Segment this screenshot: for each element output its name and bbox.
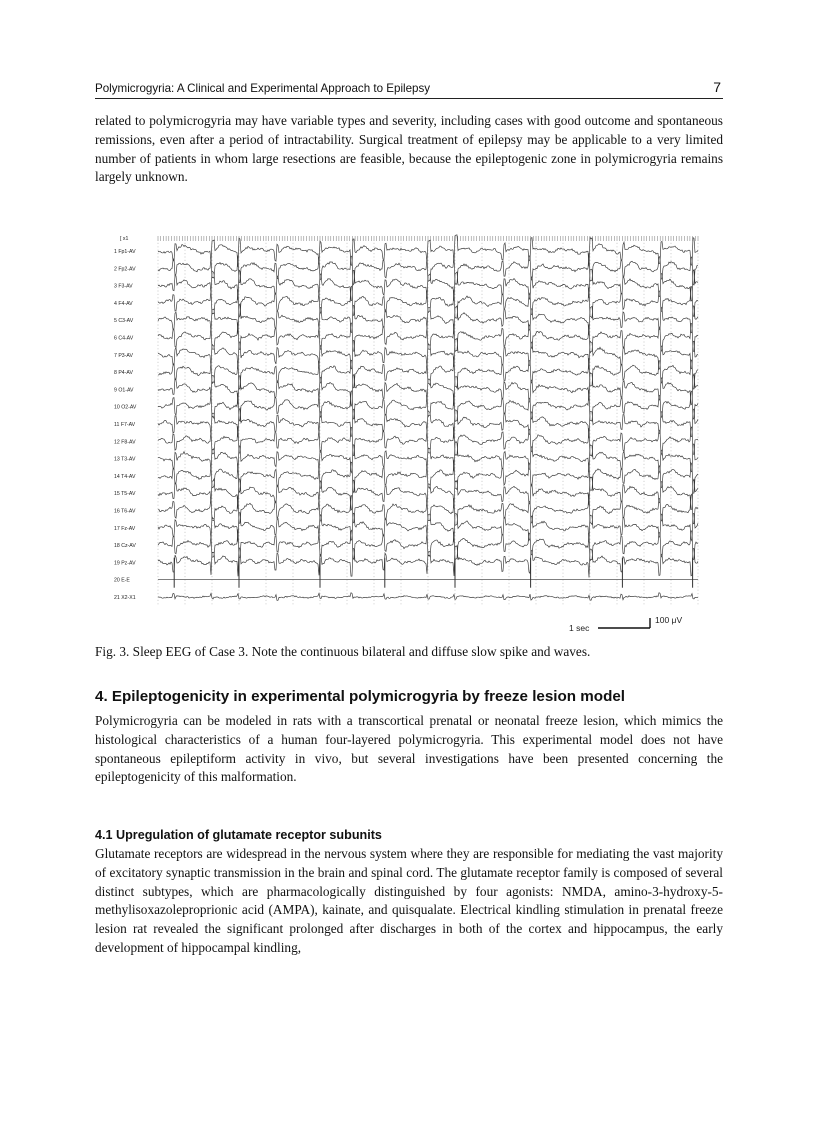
eeg-trace <box>158 304 698 336</box>
channel-label: 16 T6-AV <box>114 508 136 515</box>
channel-label: 11 F7-AV <box>114 422 136 428</box>
channel-label: 13 T3-AV <box>114 456 136 463</box>
channel-label: 10 O2-AV <box>114 404 137 411</box>
channel-label: 7 P3-AV <box>114 352 133 359</box>
gain-label: [ x1 <box>120 236 129 242</box>
channel-label: 6 C4-AV <box>114 335 134 342</box>
paragraph-freeze-lesion: Polymicrogyria can be modeled in rats with a transcortical prenatal or neonatal freeze lesion, which mimics the histological characteristics of a human four-layered polymicrogyria. This experimental model does not have spontaneous epileptiform activity in vivo, but several investigations have been presented concerning the epileptogenicity of this malformation. <box>95 713 723 785</box>
running-title: Polymicrogyria: A Clinical and Experimental Approach to Epilepsy <box>95 82 431 95</box>
figure-caption: Fig. 3. Sleep EEG of Case 3. Note the continuous bilateral and diffuse slow spike and waves. <box>95 644 591 659</box>
channel-label: 8 P4-AV <box>114 370 133 377</box>
channel-label: 5 C3-AV <box>114 318 134 325</box>
running-header <box>95 80 723 99</box>
section-heading-4: 4. Epileptogenicity in experimental polymicrogyria by freeze lesion model <box>95 688 626 705</box>
channel-label: 4 F4-AV <box>114 300 133 307</box>
eeg-trace <box>158 513 698 543</box>
channel-label: 17 Fz-AV <box>114 525 136 532</box>
channel-label: 14 T4-AV <box>114 473 136 480</box>
eeg-figure <box>110 228 710 640</box>
channel-label: 3 F3-AV <box>114 283 133 290</box>
channel-label: 18 Cz-AV <box>114 543 136 550</box>
time-scale-label: 1 sec <box>569 623 590 633</box>
channel-label: 2 Fp2-AV <box>114 266 136 273</box>
channel-label: 1 Fp1-AV <box>114 249 136 255</box>
paragraph-glutamate: Glutamate receptors are widespread in the nervous system where they are responsible for mediating the vast majority of excitatory synaptic transmission in the brain and spinal cord. The glutamate receptor family is composed of several distinct subtypes, which are pharmacologically distinguished by four agonists: NMDA, amino-3-hydroxy-5-methylisoxazoleproprionic acid (AMPA), kainate, and quisqualate. Electrical kindling stimulation in prenatal freeze lesion rat revealed the significant prolonged after discharges in both of the cortex and hippocampus, the early development of hippocampal kindling, <box>95 846 723 955</box>
eeg-trace <box>158 338 698 369</box>
paragraph-intro: related to polymicrogyria may have variable types and severity, including cases with good outcome and spontaneous remissions, even after a period of intractability. Surgical treatment of epilepsy may be applicable to a very limited number of patients in whom large resections are feasible, because the epileptogenic zone in polymicrogyria remains largely unknown. <box>95 113 723 185</box>
channel-label: 19 Pz-AV <box>114 560 136 567</box>
channel-label: 15 T5-AV <box>114 491 136 498</box>
channel-label: 12 F8-AV <box>114 439 136 446</box>
channel-label: 20 E-E <box>114 577 130 584</box>
eeg-chart <box>110 228 710 640</box>
channel-label: 21 X2-X1 <box>114 595 136 601</box>
amplitude-scale-label: 100 μV <box>655 615 683 625</box>
subsection-heading-4-1: 4.1 Upregulation of glutamate receptor subunits <box>95 828 382 842</box>
channel-label: 9 O1-AV <box>114 387 134 394</box>
page-number: 7 <box>713 79 721 95</box>
